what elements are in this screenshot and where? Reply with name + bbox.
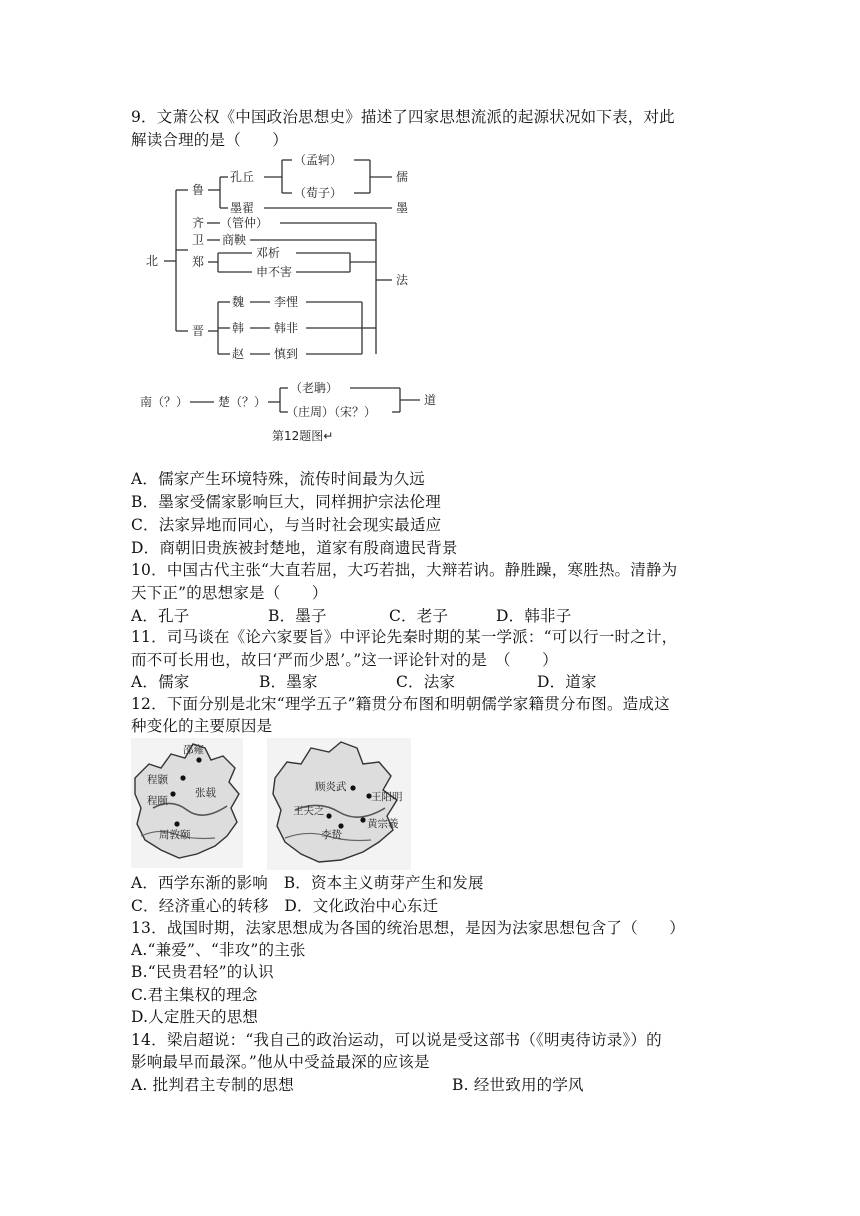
q11-option-a: A．儒家 [131,673,190,691]
q14-stem-line1: 14．梁启超说：“我自己的政治运动，可以说是受这部书（《明夷待访录》）的 [131,1031,662,1049]
q11-option-c: C．法家 [396,673,456,691]
label-bei: 北 [146,254,159,268]
map1-chenghao: 程颢 [147,774,168,786]
q12-options-cd: C．经济重心的转移 D．文化政治中心东迁 [131,897,439,915]
label-zheng: 郑 [192,255,205,269]
map2-huangzongxi: 黄宗羲 [367,818,399,830]
ming-dynasty-map [267,738,411,870]
map1-shaoyong: 邵雍 [183,744,204,756]
q9-option-a: A．儒家产生环境特殊，流传时间最为久远 [131,470,425,488]
label-fa: 法 [396,273,409,287]
q12-options-ab: A．西学东渐的影响 B．资本主义萌芽产生和发展 [131,874,484,892]
q11-option-b: B．墨家 [259,673,318,691]
label-jin: 晋 [192,324,205,338]
q12-stem-line1: 12．下面分别是北宋“理学五子”籍贯分布图和明朝儒学家籍贯分布图。造成这 [131,695,670,713]
q9-stem-line1: 9．文萧公权《中国政治思想史》描述了四家思想流派的起源状况如下表，对此 [131,108,675,126]
q13-option-a: A.“兼爱”、“非攻”的主张 [131,941,306,959]
label-laodan: （老聃） [290,381,339,395]
map1-zhoudunyi: 周敦颐 [159,829,191,841]
label-nan: 南（？） [140,395,189,409]
map2-lizhi: 李贽 [321,829,342,841]
label-zhao: 赵 [232,347,245,361]
label-zhuangzhou: （庄周）（宋？） [286,405,377,419]
q13-option-d: D.人定胜天的思想 [131,1008,259,1026]
map2-wangyangming: 王阳明 [371,791,403,803]
q9-option-b: B．墨家受儒家影响巨大，同样拥护宗法伦理 [131,493,441,511]
q13-option-b: B.“民贵君轻”的认识 [131,963,274,981]
label-ru: 儒 [396,170,409,184]
label-dao: 道 [424,393,437,407]
q10-stem-line2: 天下正”的思想家是（ ） [131,584,328,602]
q14-option-b: B. 经世致用的学风 [452,1076,584,1094]
label-xunzi: （荀子） [294,186,343,200]
q10-option-d: D．韩非子 [496,607,572,625]
label-lu: 鲁 [192,183,205,197]
label-qi: 齐 [192,216,205,230]
q10-option-b: B．墨子 [268,607,327,625]
northern-song-map [131,738,243,868]
label-modi: 墨翟 [230,201,255,215]
label-wei1: 卫 [192,233,205,247]
q9-stem-line2: 解读合理的是（ ） [131,131,289,149]
label-shenbuhai: 申不害 [256,265,293,279]
q10-option-a: A．孔子 [131,607,190,625]
label-mo: 墨 [396,201,409,215]
q12-stem-line2: 种变化的主要原因是 [131,717,273,735]
label-hanfei: 韩非 [274,321,299,335]
q9-option-d: D．商朝旧贵族被封楚地，道家有殷商遗民背景 [131,539,458,557]
school-origin-diagram [140,150,470,450]
label-mengke: （孟轲） [294,153,343,167]
q11-option-d: D．道家 [537,673,597,691]
label-han: 韩 [232,321,245,335]
label-kongqiu: 孔丘 [230,170,255,184]
map2-wangfuzhi: 王夫之 [293,805,325,817]
label-shendao: 慎到 [274,347,299,361]
q13-option-c: C.君主集权的理念 [131,986,258,1004]
map1-zhangzai: 张载 [195,787,216,799]
map1-chengyi: 程颐 [147,795,168,807]
label-dengxi: 邓析 [256,246,281,260]
map2-guyanwu: 顾炎武 [315,781,347,793]
q11-stem-line2: 而不可长用也，故曰‘严而少恩’。”这一评论针对的是 （ ） [131,651,558,669]
q11-stem-line1: 11．司马谈在《论六家要旨》中评论先秦时期的某一学派：“可以行一时之计， [131,628,678,646]
q9-option-c: C．法家异地而同心，与当时社会现实最适应 [131,516,442,534]
q13-stem-line1: 13．战国时期，法家思想成为各国的统治思想，是因为法家思想包含了（ ） [131,919,685,937]
q14-stem-line2: 影响最早而最深。”他从中受益最深的应该是 [131,1053,430,1071]
diagram-caption: 第12题图↵ [272,429,334,443]
label-guanzhong: （管仲） [220,216,269,230]
label-chu: 楚（？） [218,395,267,409]
q14-option-a: A. 批判君主专制的思想 [131,1076,294,1094]
label-likui: 李悝 [274,295,299,309]
q10-stem-line1: 10．中国古代主张“大直若屈，大巧若拙，大辩若讷。静胜躁，寒胜热。清静为 [131,561,678,579]
label-wei2: 魏 [232,295,245,309]
q10-option-c: C．老子 [389,607,449,625]
label-shangyang: 商鞅 [222,233,247,247]
